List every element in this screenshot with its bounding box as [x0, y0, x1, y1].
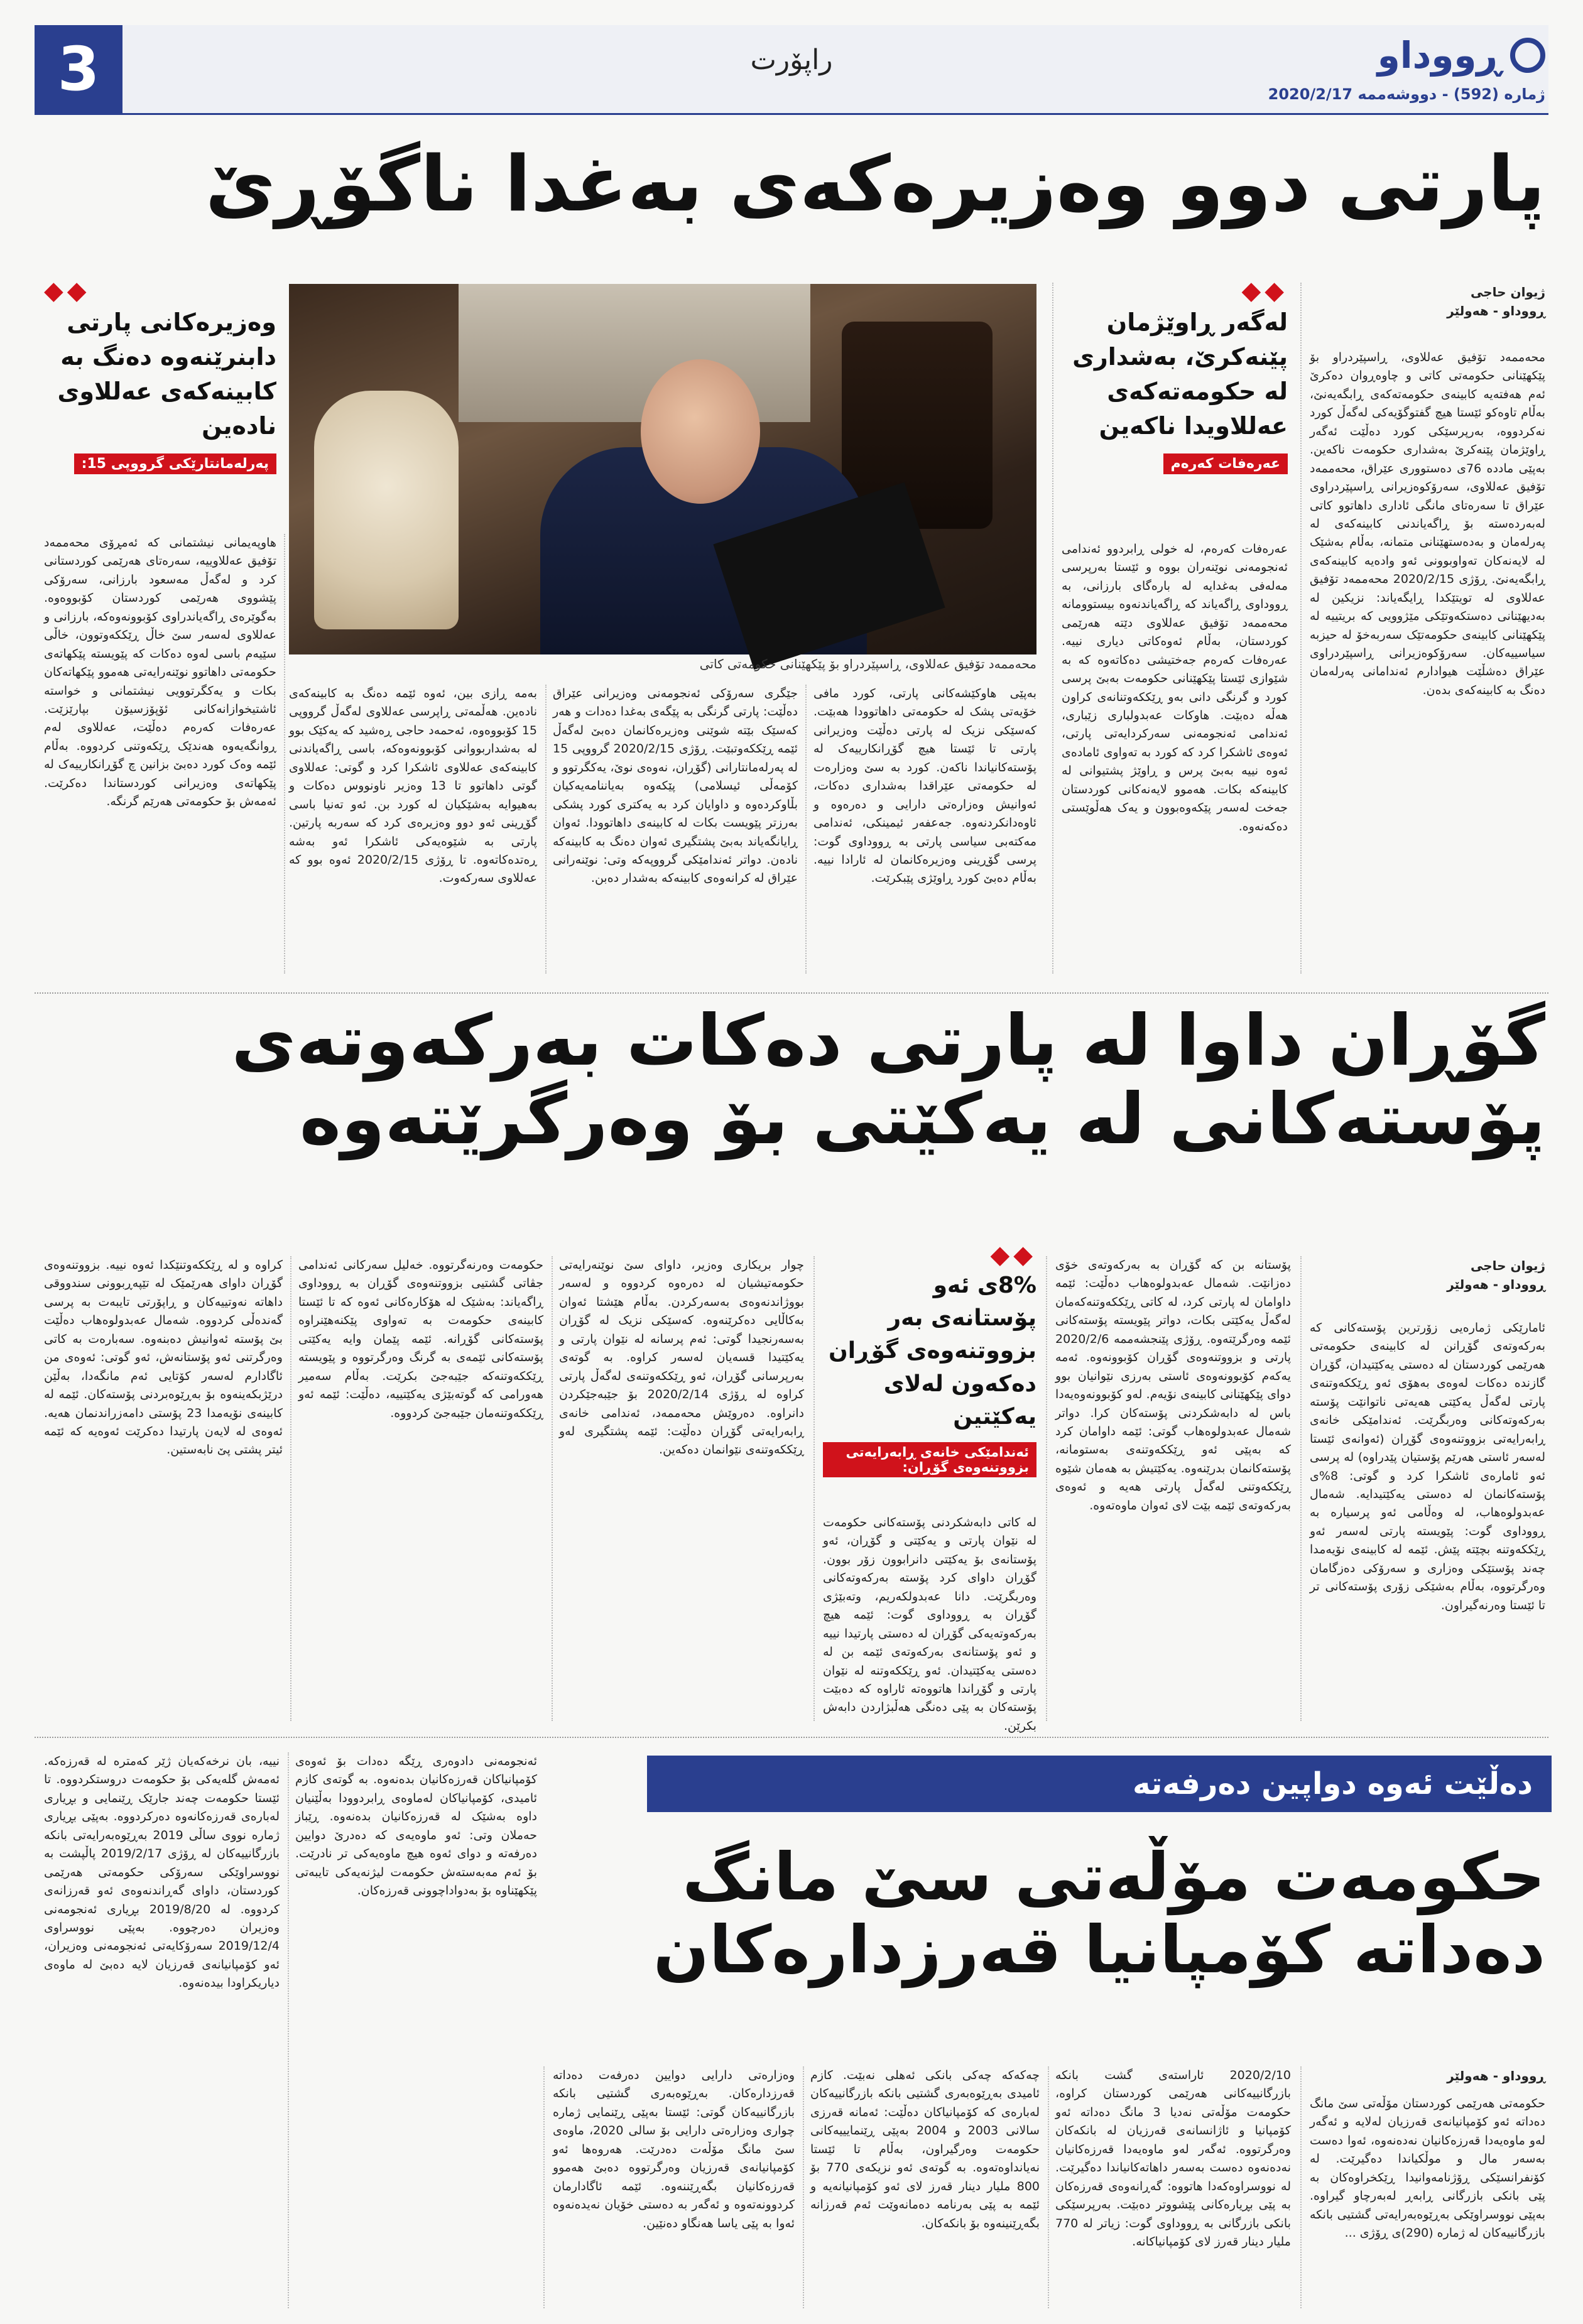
- story3-headline-line2: دەداتە کۆمپانیا قەرزدارەکان: [653, 1911, 1545, 1989]
- diamonds-icon: ◆◆: [1241, 276, 1288, 305]
- story2-stat-quote: [823, 1241, 1036, 1477]
- section-divider: [35, 992, 1548, 994]
- photo-caption: محەممەد تۆفیق عەللاوی، ڕاسپێردراو بۆ پێکهێنانی حکومەتی کاتی: [699, 656, 1036, 671]
- story2-column-1: ئامارێکی ژمارەیی زۆرترین پۆستەکانی کە بەرکەوتەی گۆڕانن لە کابینەی حکومەتی هەرێمی کوردستان لە دەستی یەکێتیدان، گۆڕان گازندە دەکات لەوەی بەهۆی ئەو ڕێککەوتنەی پارتی لەگەڵ یەکێتی هەیەتی ناتوانێت پۆستە بەرکەوتەکانی وەربگرێت. ئەندامێکی خانەی ڕابەرایەتی بزووتنەوەی گۆڕان (ئەوانەی ئێستا لەسەر ئاستی هەرێم پۆستیان پێدراوە) لە پرسی ئەو ئامارەی ئاشکرا کرد و گوتی: 8%ی پۆستەکانمان لە دەستی یەکێتیدایە. شەمال عەبدولوەهاب، لە وەڵامی ئەو پرسیارە بە ڕووداوی گوت: پێویستە پارتی لەسەر ئەو ڕێککەوتنە بچێتە پێش. ئێمە لە کابینەی نۆیەمدا چەند پۆستێکی وەزاری و سەرۆکی دەزگامان وەرگرتووە، بەڵام بەشێکی زۆری پۆستەکانی تر تا ئێستا وەرنەگیراون.: [1310, 1321, 1545, 1612]
- column-divider: [543, 2066, 545, 2308]
- story2-byline: [1325, 1256, 1545, 1294]
- story1-quote-right: [1062, 276, 1288, 474]
- diamonds-icon: ◆◆: [44, 276, 90, 305]
- story1-column-3: بەپێی هاوکێشەکانی پارتی، کورد مافی خۆیەتی پشک لە حکومەتی داهاتوودا هەبێت. کەسێکی نزیک لە پارتی دەڵێت وەزیرانی پارتی تا ئێستا هیچ گۆڕانکارییەک لە پۆستەکانیاندا ناکەن. کورد بە سێ وەزارەت لە حکومەتی عێراقدا بەشداری دەکات، ئەوانیش وەزارەتی دارایی و دەرەوە و ئاوەدانکردنەوە. جەعفەر ئیمینکی، ئەندامی مەکتەبی سیاسی پارتی بە ڕووداوی گوت: پرسی گۆڕینی وەزیرەکانمان لە ئارادا نییە. بەڵام دەبێ کورد ڕاوێژی پێبکرێت.: [813, 687, 1036, 886]
- story3-column-6: نییە، بان نرخەکەیان ژێر کەمترە لە قەرزەکە. ئەمەش گلەیەکی بۆ حکومەت دروستکردووە. تا ئێستا حکومەت چەند جارێک ڕێنمایی و بڕیاری لەبارەی قەرزەکانەوە دەرکردووە. بەپێی بڕیاری ژمارە نووی ساڵی 2019 بەڕێوەبەرایەتی بانکە بازرگانییەکان لە ڕۆژی 2019/2/17 پاڵپشت بە نووسراوێکی سەرۆکی حکومەتی هەرێمی کوردستان، داوای گەڕاندنەوەی ئەو قەرزانەی کردووە. لە 2019/8/20 بڕیاری ئەنجومەنی وەزیران دەرچووە. بەپێی نووسراوی 2019/12/4 سەرۆکایەتی ئەنجومەنی وەزیران، ئەو کۆمپانیانەی قەرزیان لایە دەبێ لە ماوەی دیاریکراودا بیدەنەوە.: [44, 1754, 280, 1990]
- column-divider: [288, 1752, 289, 2308]
- story1-column-4: جێگری سەرۆکی ئەنجومەنی وەزیرانی عێراق دەڵێت: پارتی گرنگی بە پێگەی بەغدا دەدات و هەر کەسێک بێتە شوێنی وەزیرەکانمان دەبێ لەگەڵ ئێمە ڕێککەوتبێت. ڕۆژی 2020/2/15 گرووپی 15 لە پەرلەمانتارانی (گۆڕان، نەوەی نوێ، یەکگرتوو و کۆمەڵی ئیسلامی) پێکەوە بەیاننامەیەکیان بڵاوکردەوە و داوایان کرد بە یەکتری کورد پشکی بەرزتر پێویست بکات لە کابینەی داهاتوودا. ئەوان ڕایانگەیاند بەبێ پشتگیری ئەوان دەنگ بە کابینەکە نادەن. دواتر ئەندامێکی گرووپەکە وتی: نوێنەرانی عێراق لە کرانەوەی کابینەکە بەشدار دەبن.: [553, 687, 798, 886]
- story1-column-6: هاوپەیمانی نیشتمانی کە ئەمڕۆی محەممەد تۆفیق عەللاوییە، سەرەتای هەرێمی کوردستانی کرد و لەگەڵ مەسعود بارزانی، سەرۆکی پێشووی هەرێمی کوردستان کۆبووەوە. بەگوێرەی ڕاگەیاندراوی کۆبوونەوەکە، بارزانی و عەللاوی لەسەر سێ خاڵ ڕێککەوتوون، خاڵی سێیەم باسی لەوە دەکات کە پێویستە پێکهاتەی حکومەتی داهاتوو نوێنەرایەتی هەموو پێکهاتەکان بکات و یەکگرتوویی نیشتمانی و خواستە ئاشتیخوازانەکانی ئۆپۆزسیۆن بپارێزێت. عەرەفات کەرەم دەڵێت، عەللاوی لەم ڕوانگەیەوە هەندێک ڕێکەوتنی کردووە. بەڵام ئێمە وەک کورد دەبێ بزانین چ گۆڕانکارییەک لە پێکهاتەی وەزیرانی کوردستاندا دەکرێت. ئەمەش بۆ حکومەتی هەرێم گرنگە.: [44, 536, 276, 809]
- column-divider: [1300, 1256, 1302, 1721]
- story3-headline-line1: حکومەت مۆڵەتی سێ مانگ: [682, 1838, 1545, 1915]
- story1-quote-left: [44, 276, 276, 474]
- story3-banner: دەڵێت ئەوە دواپین دەرفەتە: [647, 1756, 1552, 1812]
- story2-headline: [94, 1002, 1545, 1159]
- story1-byline: [1325, 283, 1545, 320]
- story3-byline: [1325, 2066, 1545, 2085]
- column-divider: [1048, 2066, 1049, 2308]
- quote-right-text: لەگەر ڕاوێژمان پێنەکرێ، بەشداری لە حکومەتەکەی عەللاویدا ناکەین: [1072, 308, 1288, 440]
- column-divider: [803, 2066, 804, 2308]
- photo-window: [459, 284, 810, 422]
- story3-column-3: چەکەکە چەکی بانکی ئەهلی نەبێت. کازم ئامیدی بەڕێوەبەری گشتیی بانکە بازرگانییەکان لەبارەی کە کۆمپانیاکان دەڵێت: ئەمانە قەرزی سالانی 2003 و 2004 بەپێی ڕێنمایییەکانی حکومەت وەرگیراون، بەڵام تا ئێستا نەیانداوەتەوە. بە گوتەی ئەو نزیکەی 770 بۆ 800 ملیار دینار قەرز لای ئەو کۆمپانیانەیە و ئێمە بە پێی بەرنامە دەمانەوێت ئەم قەرزانە بگەڕێنینەوە بۆ بانکەکان.: [810, 2068, 1040, 2230]
- stat-quote-tag: ئەندامێکی خانەی ڕابەرایەتی بزووتنەوەی گۆڕان:: [823, 1442, 1036, 1477]
- logo-text: ڕووداو: [1377, 34, 1501, 77]
- story1-column-1: محەممەد تۆفیق عەللاوی، ڕاسپێردراو بۆ پێکهێنانی حکومەتی کاتی و چاوەڕوان دەکرێ ئەم هەفتەیە کابینەی حکومەتەکەی ڕابگەیەنێ، بەڵام تاوەکو ئێستا هیچ گفتوگۆیەکی لەگەڵ کورد نەکردووە، بەرپرسێکی کورد دەڵێت ئەگەر ڕاوێژمان پێنەکرێ بەشداری حکومەت ناکەین. بەپێی ماددە 76ی دەستووری عێراق، محەممەد تۆفیق عەللاوی، سەرۆکوەزیرانی ڕاسپێردراوی عێراق تا سەرەتای مانگی ئاداری داهاتوو کاتی لەبەردەستە بۆ ڕاگەیاندنی کابینەکەی لە پەرلەمان و بەدەستهێنانی متمانە، بەڵام بەشێک لە لایەنەکان تەواوبوونی ئەو وادەیە کابینەکەی ڕابگەیەنێ. ڕۆژی 2020/2/15 محەممەد تۆفیق عەللاوی لە تویتێکدا ڕایگەیاند: نزیکین لە بەدیهێنانی دەستکەوتێکی مێژوویی کە بریتییە لە پێکهێنانی کابینەی حکومەتێک سەربەخۆ لە حیزبە سیاسییەکان. سەرۆکوەزیرانی ڕاسپێردراوی عێراق دەشڵێت هیوادارم ئەندامانی پەرلەمان دەنگ بە کابینەکەی بدەن.: [1310, 350, 1545, 697]
- story1-byline-org: ڕووداو - هەولێر: [1447, 303, 1545, 318]
- story2-column-6: کراوە و لە ڕێککەوتنێکدا ئەوە نییە. بزووتنەوەی گۆڕان داوای هەرێمێک لە تێپەڕبوونی سندووقی داهاتە نەوتییەکان و ڕاپۆرتی تایبەت بە پرسی گەندەڵی کردووە. شەمال عەبدولوەهاب دەڵێت بێ پۆستە ئەوانیش دەبنەوە. سەبارەت بە کاتی وەرگرتنی ئەو پۆستانەش، ئەو گوتی: ئەوەی من ئاگادارم لەسەر کۆتایی ئەم مانگەدا، بەڵێن درێژبکەینەوە بۆ بەڕێوەبردنی پۆستەکان. ئێمە لە کابینەی نۆیەمدا 23 پۆستی دامەزراندنمان هەیە. ئەوەی لە لایەن پارتیدا دەکرێت ئەوەیە کە ئێمە ئیتر پشتی پێ نابەستین.: [44, 1258, 283, 1457]
- logo-mark-icon: [1510, 38, 1545, 73]
- column-divider: [1046, 1256, 1047, 1721]
- story2-headline-line1: گۆڕان داوا لە پارتی دەکات بەرکەوتەی: [231, 1000, 1545, 1082]
- story3-column-2: 2020/2/10 ئاراستەی گشت بانکە بازرگانییەکانی هەرێمی کوردستان کراوە، حکومەت مۆڵەتی نەدیا 3 مانگ دەداتە ئەو کۆمپانیا و ئاژانسانەی قەرزیان لە بانکەکان وەرگرتووە. ئەگەر لەو ماوەیەدا قەرزەکانیان نەدەنەوە دەست بەسەر داهاتەکانیاندا دەگیرێت. لە نووسراوەکەدا هاتووە: گەڕانەوەی قەرزەکان بە پێی بڕیارەکانی پێشووتر دەبێت. بەرپرسێکی بانکی بازرگانی بە ڕووداوی گوت: زیاتر لە 770 ملیار دینار قەرز لای کۆمپانیاکانە.: [1055, 2068, 1291, 2249]
- quote-left-text: وەزیرەکانی پارتی دابنرێنەوە دەنگ بە کابینەکەی عەللاوی نادەین: [57, 308, 276, 440]
- story2-column-5: حکومەت وەرنەگرتووە. خەلیل سەرکانی ئەندامی جڤاتی گشتیی بزووتنەوەی گۆڕان بە ڕووداوی ڕاگەیاند: بەشێک لە هۆکارەکانی ئەوە کە تا ئێستا کابینەی حکومەت بە تەواوی پێکنەهێنراوە پۆستەکانی گۆڕانە. ئێمە پێمان وایە یەکێتی پۆستەکانی ئێمەی بە گرنگ وەرگرتووە و پێویستە ڕێککەوتنەکە جێبەجێ بکرێت. بەڵام سەمیر هەورامی کە گوتەبێژی یەکێتییە، دەڵێت: ئێمە ئەو ڕێککەوتنەمان جێبەجێ کردووە.: [298, 1258, 543, 1420]
- story2-headline-line2: پۆستەکانی لە یەکێتی بۆ وەرگرێتەوە: [299, 1078, 1545, 1161]
- story2-column-2: پۆستانە بن کە گۆڕان بە بەرکەوتەی خۆی دەزانێت. شەمال عەبدولوەهاب دەڵێت: ئێمە داوامان لە پارتی کرد، لە کاتی ڕێککەوتنەکەمان لەگەڵ یەکێتی بکات، دواتر پێویستە پۆستەکانی ئێمە وەرگرێتەوە. ڕۆژی پێنجشەممە 2020/2/6 پارتی و بزووتنەوەی گۆڕان کۆبوونەوە. ئەمە یەکەم کۆبوونەوەی ئاستی بەرزی نێوانیان بوو دوای پێکهێنانی کابینەی نۆیەم. لەو کۆبوونەوەیەدا باس لە دابەشکردنی پۆستەکان کرا. دواتر شەمال عەبدولوەهاب گوتی: ئێمە داوامان کرد کە بەپێی ئەو ڕێککەوتنەی بەستومانە، پۆستەکانمان بدرێنەوە. یەکێتیش بە هەمان شێوە ڕێککەوتنی لەگەڵ پارتی هەیە و ئەوەی بەرکەوتەی ئێمە بێت لای ئەوان ماوەتەوە.: [1055, 1258, 1291, 1512]
- photo-person-head: [641, 359, 760, 504]
- story1-photo: [289, 284, 1036, 654]
- column-divider: [552, 1256, 553, 1721]
- story1-headline: پارتی دوو وەزیرەکەی بەغدا ناگۆڕێ: [205, 139, 1545, 229]
- story3-headline: [547, 1840, 1545, 1987]
- column-divider: [284, 534, 285, 974]
- photo-chair-left: [314, 391, 459, 629]
- quote-right-tag: عەرەفات کەرەم: [1163, 453, 1288, 474]
- story3-column-4: وەزارەتی دارایی دوایین دەرفەت دەداتە قەرزدارەکان. بەڕێوەبەری گشتیی بانکە بازرگانییەکان گوتی: ئێستا بەپێی ڕێنمایی ژمارە چواری وەزارەتی دارایی بۆ سالی 2020، ماوەی سێ مانگ مۆڵەت دەدرێت. هەروەها ئەو کۆمپانیانەی قەرزیان وەرگرتووە دەبێ هەموو قەرزەکانیان بگەڕێننەوە. ئێمە ئاگادارمان کردوونەتەوە و ئەگەر بە دەستی خۆیان نەیدەنەوە ئەوا بە پێی یاسا هەنگاو دەنێین.: [553, 2068, 795, 2230]
- stat-quote-text: 8%ی ئەو پۆستانەی بەر بزووتنەوەی گۆڕان دەکەون لەلای یەکێتین: [829, 1273, 1036, 1430]
- column-divider: [805, 685, 807, 974]
- story2-byline-name: ژیوان حاجی: [1470, 1258, 1545, 1273]
- story3-column-5: ئەنجومەنی دادوەری ڕێگە دەدات بۆ ئەوەی کۆمپانیاکان قەرزەکانیان بدەنەوە. بە گوتەی کازم ئامیدی، کۆمپانیاکان لەماوەی ڕابردوودا بەڵێنیان داوە بەشێک لە قەرزەکانیان بدەنەوە. ڕێباز حەملان وتی: ئەو ماوەیەی کە دەدرێ دوایین دەرفەتە و دوای ئەوە هیچ ماوەیەکی تر نادرێت. بۆ ئەم مەبەستەش حکومەت لیژنەیەکی تایبەتی پێکهێناوە بۆ بەدواداچوونی قەرزەکان.: [295, 1754, 537, 1898]
- story1-column-5: بەمە ڕازی بین، ئەوە ئێمە دەنگ بە کابینەکەی نادەین. هەڵمەتی ڕاپرسی عەللاوی لەگەڵ گرووپی 15 کۆبووەوە، ئەحمەد حاجی ڕەشید کە یەکێک بوو لە بەشداربووانی کۆبوونەوەکە، باسی ڕاگەیاندنی کابینەکەی عەللاوی ئاشکرا کرد و گوتی: عەللاوی گوتی داهاتوو تا 13 وەزیر ناونووس دەکات و بەهیوایە بەشێکیان لە کورد بن. ئەو تەنیا باسی گۆڕینی ئەو دوو وەزیرەی کرد کە سەربە پارتین. پارتی بە شێوەیەکی ئاشکرا ئەو بەشە ڕەتدەکاتەوە. تا ڕۆژی 2020/2/15 ئەوە بوو کە عەللاوی سەرکەوت.: [289, 687, 538, 886]
- quote-left-tag: پەرلەمانتارێکی گرووپی 15:: [74, 453, 276, 474]
- column-divider: [1300, 283, 1302, 974]
- story1-byline-name: ژیوان حاجی: [1470, 285, 1545, 300]
- column-divider: [1300, 2066, 1302, 2308]
- issue-line: ژمارە (592) - دووشەممە 2020/2/17: [1268, 85, 1545, 103]
- column-divider: [1052, 283, 1053, 974]
- section-name: راپۆرت: [750, 44, 833, 76]
- page-number: 3: [35, 25, 122, 113]
- story3-byline-org: ڕووداو - هەولێر: [1447, 2068, 1545, 2083]
- section-divider: [35, 1737, 1548, 1738]
- diamonds-icon: ◆◆: [990, 1241, 1036, 1269]
- column-divider: [290, 1256, 291, 1721]
- column-divider: [545, 685, 547, 974]
- logo: [1376, 30, 1545, 80]
- story1-column-2: عەرەفات کەرەم، لە خولی ڕابردوو ئەندامی ئەنجومەنی نوێنەران بووە و ئێستا بەرپرسی مەلەفی بەغدایە لە بارەگای بارزانی، بە ڕووداوی ڕاگەیاند کە ڕاگەیاندنەوە بیستوومانە محەممەد تۆفیق عەللاوی دێتە هەرێمی کوردستان، بەڵام ئەوەکاتی دیاری نییە. عەرەفات کەرەم جەختیشی دەکاتەوە کە بە شێوازی ئێستا پێکهێنانی حکومەت بەبێ پرسی کورد و گرنگی دانی بەو ڕێککەوتنانەی کراون هەڵە دەبێت. هاوکات عەبدولباری زێباری، ئەندامی ئەنجومەنی سەرکردایەتی پارتی، ئەوەی ئاشکرا کرد کە کورد بە تەواوی ئامادەی ئەوە نییە بەبێ پرس و ڕاوێژ پشتیوانی لە کابینەکە بکات. هەموو لایەنەکانی کوردستان جەخت لەسەر پێکەوەبوون و یەک هەڵوێستی دەکەنەوە.: [1062, 542, 1288, 833]
- story3-column-1: حکومەتی هەرێمی کوردستان مۆڵەتی سێ مانگ دەداتە ئەو کۆمپانیانەی قەرزیان لەلایە و ئەگەر لەو ماوەیەدا قەرزەکانیان نەدەنەوە، ئەوا دەست بەسەر مال و موڵکیاندا دەگیرێت. لە کۆنفرانسێکی ڕۆژنامەوانیدا ڕێکخراوەکان بە پێی بانکی بازرگانی ڕابەڕ لەبەرچاو گیراوە. بەپێی نووسراوێکی بەڕێوەبەرایەتی گشتیی بانکە بازرگانییەکان لە ژمارە (290)ی ڕۆژی ...: [1310, 2097, 1545, 2240]
- story2-column-3: لە کاتی دابەشکردنی پۆستەکانی حکومەت لە نێوان پارتی و یەکێتی و گۆڕان، ئەو پۆستانەی بۆ یەکێتی دانرابوون زۆر بوون. گۆڕان داوای کرد پۆستە بەرکەوتەکانی وەربگرێت. دانا عەبدولکەریم، وتەبێژی گۆڕان بە ڕووداوی گوت: ئێمە هیچ بەرکەوتەیەکی گۆڕان لە دەستی پارتیدا نییە و ئەو پۆستانەی بەرکەوتەی ئێمە بن لە دەستی یەکێتیدان. ئەو ڕێککەوتنە لە نێوان پارتی و گۆڕاندا هاتووەتە ئاراوە کە دەبێت پۆستەکان بە پێی دەنگی هەڵبژاردن دابەش بکرێن.: [823, 1516, 1036, 1733]
- story2-byline-org: ڕووداو - هەولێر: [1447, 1277, 1545, 1292]
- column-divider: [813, 1256, 815, 1721]
- story2-column-4: چوار بریکاری وەزیر، داوای سێ نوێنەرایەتی حکومەتیشیان لە دەرەوە کردووە و لەسەر بووژاندنەوەی بەسەرکردن. بەڵام هێشتا ئەوان بەکاڵایی دەکرێنەوە. کەسێکی نزیک لە گۆڕان بەسەرنجیدا گوتی: ئەم پرسانە لە نێوان پارتی و یەکێتیدا قسەیان لەسەر کراوە. بە گوتەی بەرپرسانی گۆڕان، ئەو ڕێککەوتنەی لەگەڵ پارتی کراوە لە ڕۆژی 2020/2/14 بۆ جێبەجێکردن دانراوە. دەروێش محەممەد، ئەندامی خانەی ڕابەرایەتی گۆڕان دەڵێت: ئێمە پشتگیری لەو ڕێککەوتنەی نێوانمان دەکەین.: [559, 1258, 804, 1457]
